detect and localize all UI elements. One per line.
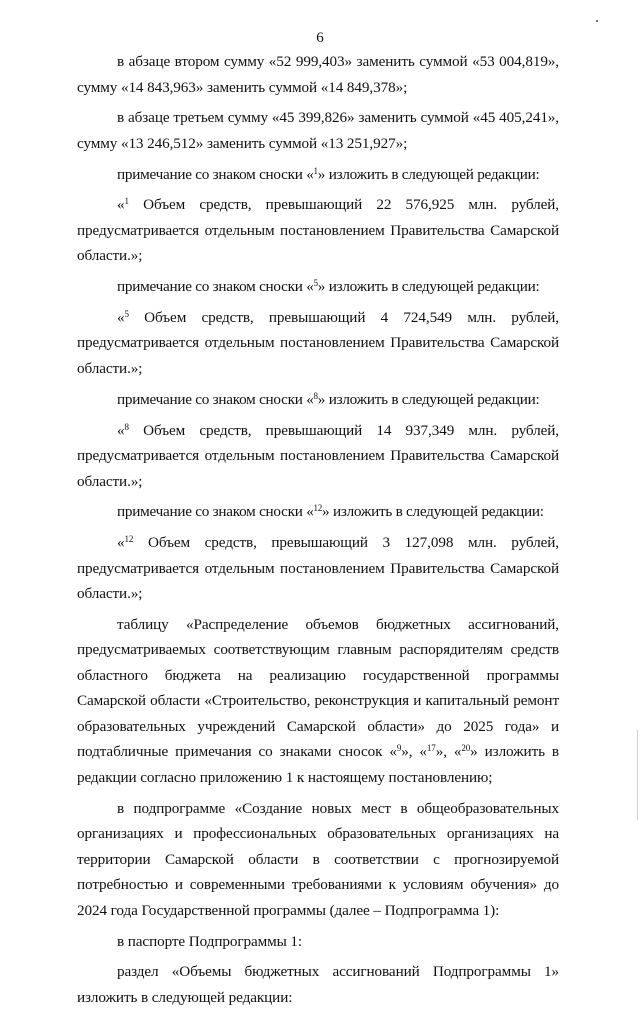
paragraph-8 <box>77 418 559 495</box>
paragraph-text: » изложить в следующей редакции: <box>317 278 540 296</box>
document-body <box>77 49 559 1016</box>
paragraph-text: примечание со знаком сноски « <box>117 503 314 521</box>
paragraph-text: примечание со знаком сноски « <box>117 390 314 408</box>
paragraph-text: », « <box>435 743 462 761</box>
footnote-mark: 20 <box>461 743 471 754</box>
paragraph-9 <box>77 499 559 525</box>
paragraph-text: », « <box>401 743 427 761</box>
paragraph-text: « <box>117 534 125 552</box>
paragraph-6 <box>77 305 559 382</box>
paragraph-text: раздел «Объемы бюджетных ассигнований Подпрограммы 1» изложить в следующей редакции: <box>77 963 559 1006</box>
paragraph-11 <box>77 612 559 791</box>
footnote-mark: 5 <box>313 278 318 289</box>
paragraph-text: в абзаце третьем сумму «45 399,826» заменить суммой «45 405,241», сумму «13 246,512» заменить суммой «13 251,927»; <box>77 109 559 152</box>
paragraph-4 <box>77 192 559 269</box>
paragraph-10 <box>77 530 559 607</box>
page-number: 6 <box>316 30 324 46</box>
paragraph-3 <box>77 162 559 188</box>
footnote-mark: 5 <box>124 308 129 319</box>
footnote-mark: 8 <box>124 421 129 432</box>
footnote-mark: 8 <box>313 390 318 401</box>
paragraph-text: в паспорте Подпрограммы 1: <box>117 932 303 950</box>
footnote-mark: 17 <box>426 743 436 754</box>
paragraph-text: « <box>117 196 125 214</box>
footnote-mark: 1 <box>313 165 318 176</box>
scan-speck <box>596 20 598 22</box>
paragraph-text: « <box>117 421 125 439</box>
footnote-mark: 12 <box>124 534 134 545</box>
footnote-mark: 12 <box>313 503 323 514</box>
paragraph-text: Объем средств, превышающий 3 127,098 млн. рублей, предусматривается отдельным постановлением Правительства Самарской области.»; <box>77 534 559 603</box>
paragraph-text: « <box>117 308 125 326</box>
footnote-mark: 9 <box>396 743 402 754</box>
scan-edge-shadow <box>637 730 638 820</box>
paragraph-text: в подпрограмме «Создание новых мест в общеобразовательных организациях и профессиональных образовательных организациях на территории Самарской области в соответствии с прогнозируемой потребностью и современными требованиями к условиям обучения» до 2024 года Государственной программы (далее – Подпрограмма 1): <box>77 799 559 919</box>
paragraph-text: » изложить в следующей редакции: <box>317 390 540 408</box>
paragraph-7 <box>77 387 559 413</box>
paragraph-text: примечание со знаком сноски « <box>117 278 314 296</box>
paragraph-text: таблицу «Распределение объемов бюджетных ассигнований, предусматриваемых соответствующим главным распорядителям средств областного бюджета на реализацию государственной программы Самарской области «Строительство, реконструкция и капитальный ремонт образовательных учреждений Самарской области» до 2025 года» и подтабличные примечания со знаками сносок « <box>77 615 559 761</box>
paragraph-text: » изложить в следующей редакции: <box>317 165 540 183</box>
paragraph-5 <box>77 274 559 300</box>
paragraph-text: в абзаце втором сумму «52 999,403» заменить суммой «53 004,819», сумму «14 843,963» заменить суммой «14 849,378»; <box>77 53 559 96</box>
paragraph-text: Объем средств, превышающий 14 937,349 млн. рублей, предусматривается отдельным постановлением Правительства Самарской области.»; <box>77 421 559 490</box>
footnote-mark: 1 <box>124 196 129 207</box>
paragraph-text: » изложить в редакции согласно приложению 1 к настоящему постановлению; <box>77 743 559 786</box>
paragraph-2 <box>77 105 559 156</box>
paragraph-13 <box>77 929 559 955</box>
paragraph-text: примечание со знаком сноски « <box>117 165 314 183</box>
paragraph-text: » изложить в следующей редакции: <box>322 503 544 521</box>
paragraph-14 <box>77 959 559 1010</box>
paragraph-text: Объем средств, превышающий 4 724,549 млн. рублей, предусматривается отдельным постановлением Правительства Самарской области.»; <box>77 308 559 377</box>
paragraph-1 <box>77 49 559 100</box>
paragraph-text: Объем средств, превышающий 22 576,925 млн. рублей, предусматривается отдельным постановлением Правительства Самарской области.»; <box>77 196 559 265</box>
paragraph-12 <box>77 796 559 924</box>
